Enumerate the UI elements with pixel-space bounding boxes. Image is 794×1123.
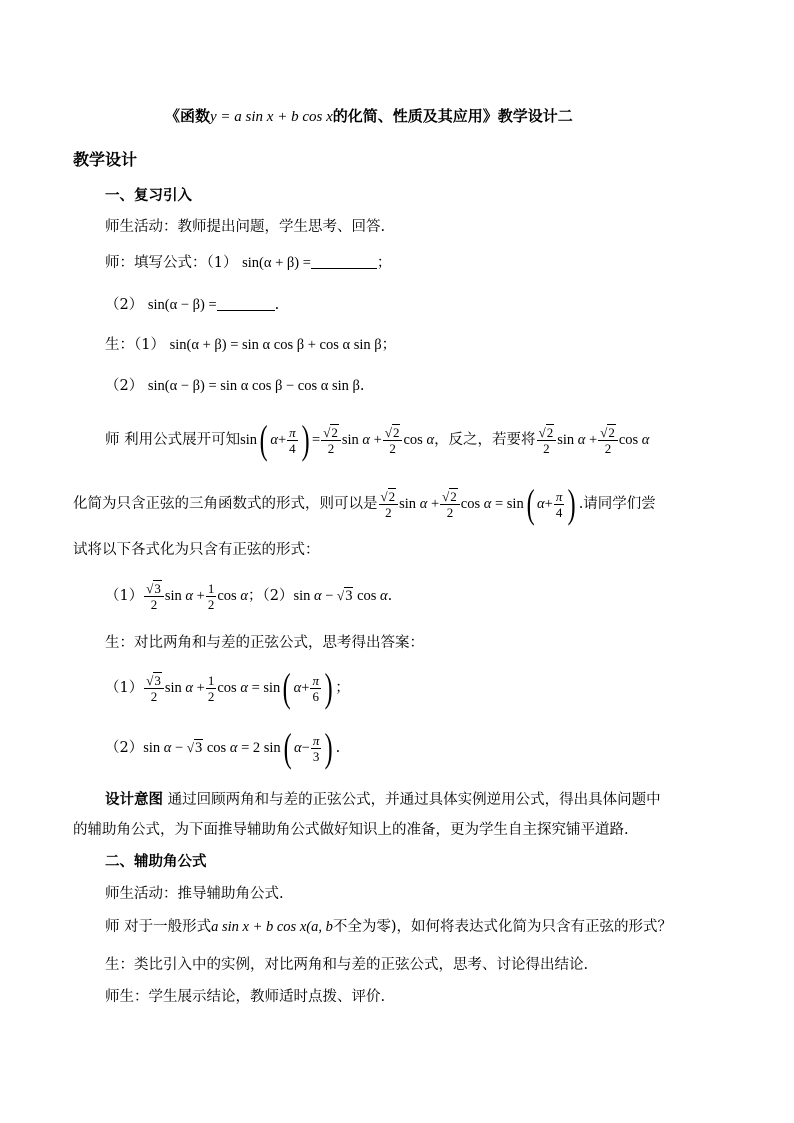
student-answer-intro: 生：对比两角和与差的正弦公式，思考得出答案： bbox=[105, 635, 424, 651]
exercise-sep: ；（2） bbox=[247, 588, 294, 604]
teacher-explain-d: .请同学们尝 bbox=[578, 496, 656, 512]
document-title bbox=[165, 106, 573, 127]
teacher-fill-line: 师：填写公式：（1） sin(α + β) = ； bbox=[105, 255, 392, 271]
teacher-q-formula: a sin x + b cos x(a, b bbox=[211, 919, 333, 935]
teacher-q-a: 师 对于一般形式 bbox=[105, 919, 212, 935]
formula-sin-diff: sin(α − β) = bbox=[147, 297, 217, 313]
student-answer-1: 生：（1） sin(α + β) = sin α cos β + cos α sin β； bbox=[105, 337, 397, 353]
teacher-fill-line-2: （2） sin(α − β) = . bbox=[105, 297, 280, 313]
item2-prefix: （2） bbox=[105, 297, 144, 313]
design-intent-line-1 bbox=[105, 790, 661, 810]
teacher-explain-e: 试将以下各式化为只含有正弦的形式： bbox=[73, 542, 320, 558]
student-formula-1: sin(α + β) = sin α cos β + cos α sin β bbox=[169, 337, 382, 353]
teacher-explain-b: ，反之，若要将 bbox=[434, 432, 536, 448]
part2-teacher-student-line: 师生：学生展示结论，教师适时点拨、评价. bbox=[105, 989, 386, 1005]
design-intent-text-1: 通过回顾两角和与差的正弦公式，并通过具体实例逆用公式，得出具体问题中 bbox=[167, 792, 661, 808]
exercise-1-prefix: （1） bbox=[105, 588, 144, 604]
answer-1: （1） $\frac{√3}{2}$ sin α + $\frac{1}{2}$ cos α = sin( α+ $\frac{\pi}{6}$ ) ； bbox=[105, 665, 350, 710]
teacher-explain-line-2: 化简为只含正弦的三角函数式的形式，则可以是 $\frac{√2}{2}$ sin α + $\frac{√2}{2}$ cos α = sin( α+ $\frac{\pi}{4}$ ) .请同学们尝 bbox=[73, 481, 656, 526]
student-formula-2: sin(α − β) = sin α cos β − cos α sin β bbox=[147, 378, 360, 394]
answer-2-prefix: （2） bbox=[105, 740, 144, 756]
section-heading: 教学设计 bbox=[73, 150, 138, 169]
teacher-fill-prefix: 师：填写公式：（1） bbox=[105, 255, 238, 271]
part1-activity: 师生活动：教师提出问题，学生思考、回答. bbox=[105, 219, 386, 235]
teacher-explain-a: 师 利用公式展开可知 bbox=[105, 432, 241, 448]
answer-1-prefix: （1） bbox=[105, 680, 144, 696]
student-prefix: 生：（1） bbox=[105, 337, 165, 353]
title-close: 的化简、性质及其应用》教学设计二 bbox=[332, 107, 573, 125]
design-intent-label: 设计意图 bbox=[105, 791, 163, 808]
fill-blank-1 bbox=[311, 268, 377, 269]
teacher-question bbox=[105, 917, 672, 937]
teacher-explain-c: 化简为只含正弦的三角函数式的形式，则可以是 bbox=[73, 496, 378, 512]
teacher-explain-line-1: 师 利用公式展开可知sin( α+ $\frac{\pi}{4}$ ) = $\frac{√2}{2}$ sin α + $\frac{√2}{2}$ cos α，反之，若要将 $\frac{√2}{2}$ sin α + $\frac{√2}{2}$ cos α bbox=[105, 417, 650, 462]
answer-2: （2）sin α − √3 cos α = 2 sin( α− $\frac{\pi}{3}$ ) . bbox=[105, 725, 341, 770]
part2-activity: 师生活动：推导辅助角公式. bbox=[105, 886, 284, 902]
part2-student-line: 生：类比引入中的实例，对比两角和与差的正弦公式，思考、讨论得出结论. bbox=[105, 957, 589, 973]
exercise-line: （1） $\frac{√3}{2}$ sin α + $\frac{1}{2}$ cos α；（2）sin α − √3 cos α. bbox=[105, 580, 393, 612]
teacher-explain-line-3 bbox=[73, 540, 320, 560]
formula-sin-sum: sin(α + β) = bbox=[242, 255, 311, 271]
item2-prefix-b: （2） bbox=[105, 378, 144, 394]
student-answer-2: （2） sin(α − β) = sin α cos β − cos α sin β. bbox=[105, 378, 365, 394]
title-formula: y = a sin x + b cos x bbox=[210, 109, 333, 125]
part1-heading: 一、复习引入 bbox=[105, 187, 192, 204]
design-intent-line-2: 的辅助角公式，为下面推导辅助角公式做好知识上的准备，更为学生自主探究铺平道路. bbox=[73, 822, 629, 838]
fill-blank-2 bbox=[217, 310, 275, 311]
teacher-q-b: 不全为零)，如何将表达式化简为只含有正弦的形式？ bbox=[332, 919, 673, 935]
part2-heading: 二、辅助角公式 bbox=[105, 853, 207, 870]
title-open: 《函数 bbox=[165, 107, 211, 125]
